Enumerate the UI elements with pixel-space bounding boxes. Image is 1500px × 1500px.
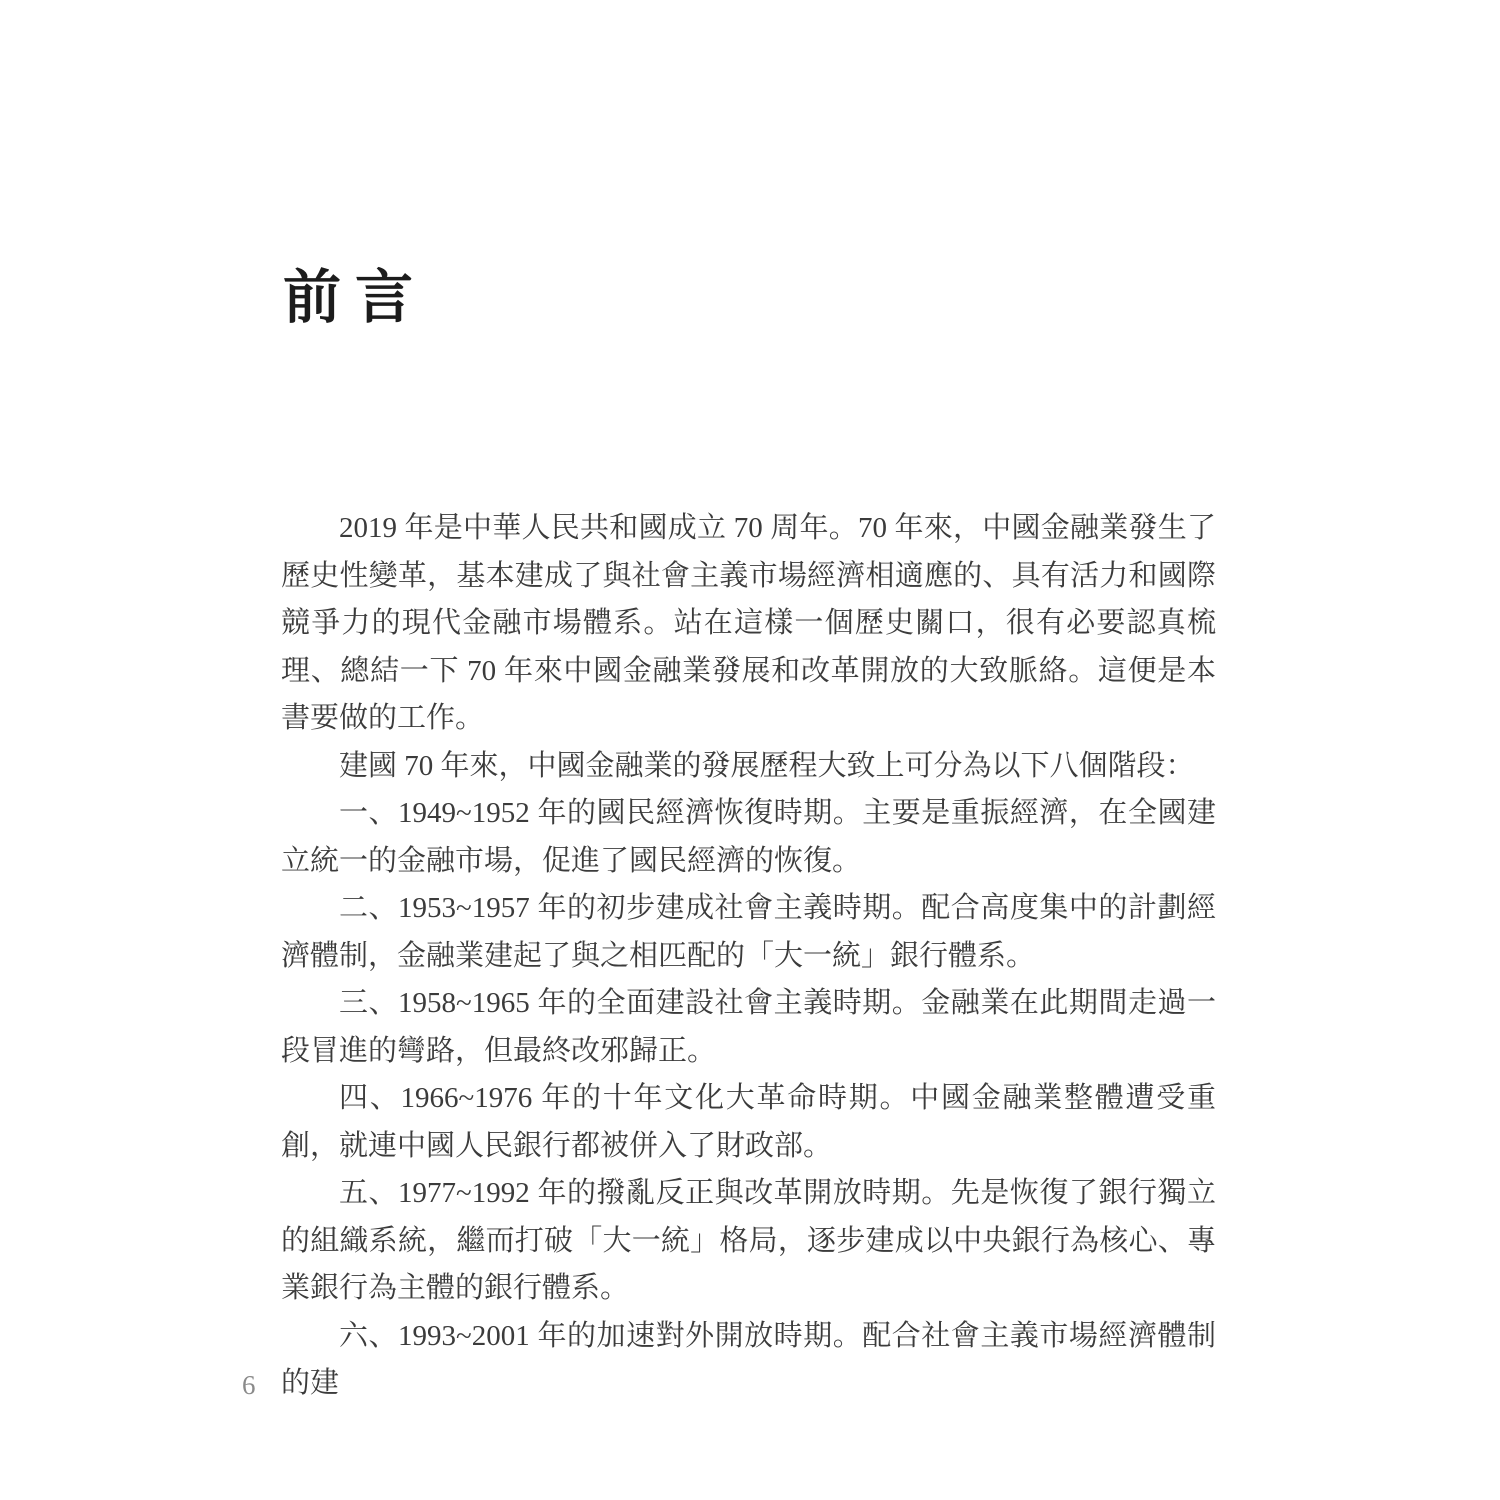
paragraph-stages-lead: 建國 70 年來，中國金融業的發展歷程大致上可分為以下八個階段： bbox=[339, 749, 1195, 782]
page-title: 前言 bbox=[283, 265, 428, 330]
paragraph-stage-6: 六、1993~2001 年的加速對外開放時期。配合社會主義市場經濟體制的建 bbox=[281, 1319, 1216, 1399]
paragraph-stage-2: 二、1953~1957 年的初步建成社會主義時期。配合高度集中的計劃經濟體制，金融業建起了與之相匹配的「大一統」銀行體系。 bbox=[281, 892, 1216, 972]
paragraph-stage-4: 四、1966~1976 年的十年文化大革命時期。中國金融業整體遭受重創，就連中國人民銀行都被併入了財政部。 bbox=[281, 1082, 1216, 1162]
paragraph-stage-5: 五、1977~1992 年的撥亂反正與改革開放時期。先是恢復了銀行獨立的組織系統，繼而打破「大一統」格局，逐步建成以中央銀行為核心、專業銀行為主體的銀行體系。 bbox=[281, 1177, 1216, 1304]
paragraph-intro: 2019 年是中華人民共和國成立 70 周年。70 年來，中國金融業發生了歷史性變革，基本建成了與社會主義市場經濟相適應的、具有活力和國際競爭力的現代金融市場體系。站在這樣一個歷史關口，很有必要認真梳理、總結一下 70 年來中國金融業發展和改革開放的大致脈絡。這便是本書要做的工作。 bbox=[281, 512, 1216, 734]
paragraph-stage-1: 一、1949~1952 年的國民經濟恢復時期。主要是重振經濟，在全國建立統一的金融市場，促進了國民經濟的恢復。 bbox=[281, 797, 1216, 877]
paragraph-stage-3: 三、1958~1965 年的全面建設社會主義時期。金融業在此期間走過一段冒進的彎路，但最終改邪歸正。 bbox=[281, 987, 1216, 1067]
page-number: 6 bbox=[242, 1370, 256, 1400]
body-text bbox=[281, 505, 1216, 1408]
